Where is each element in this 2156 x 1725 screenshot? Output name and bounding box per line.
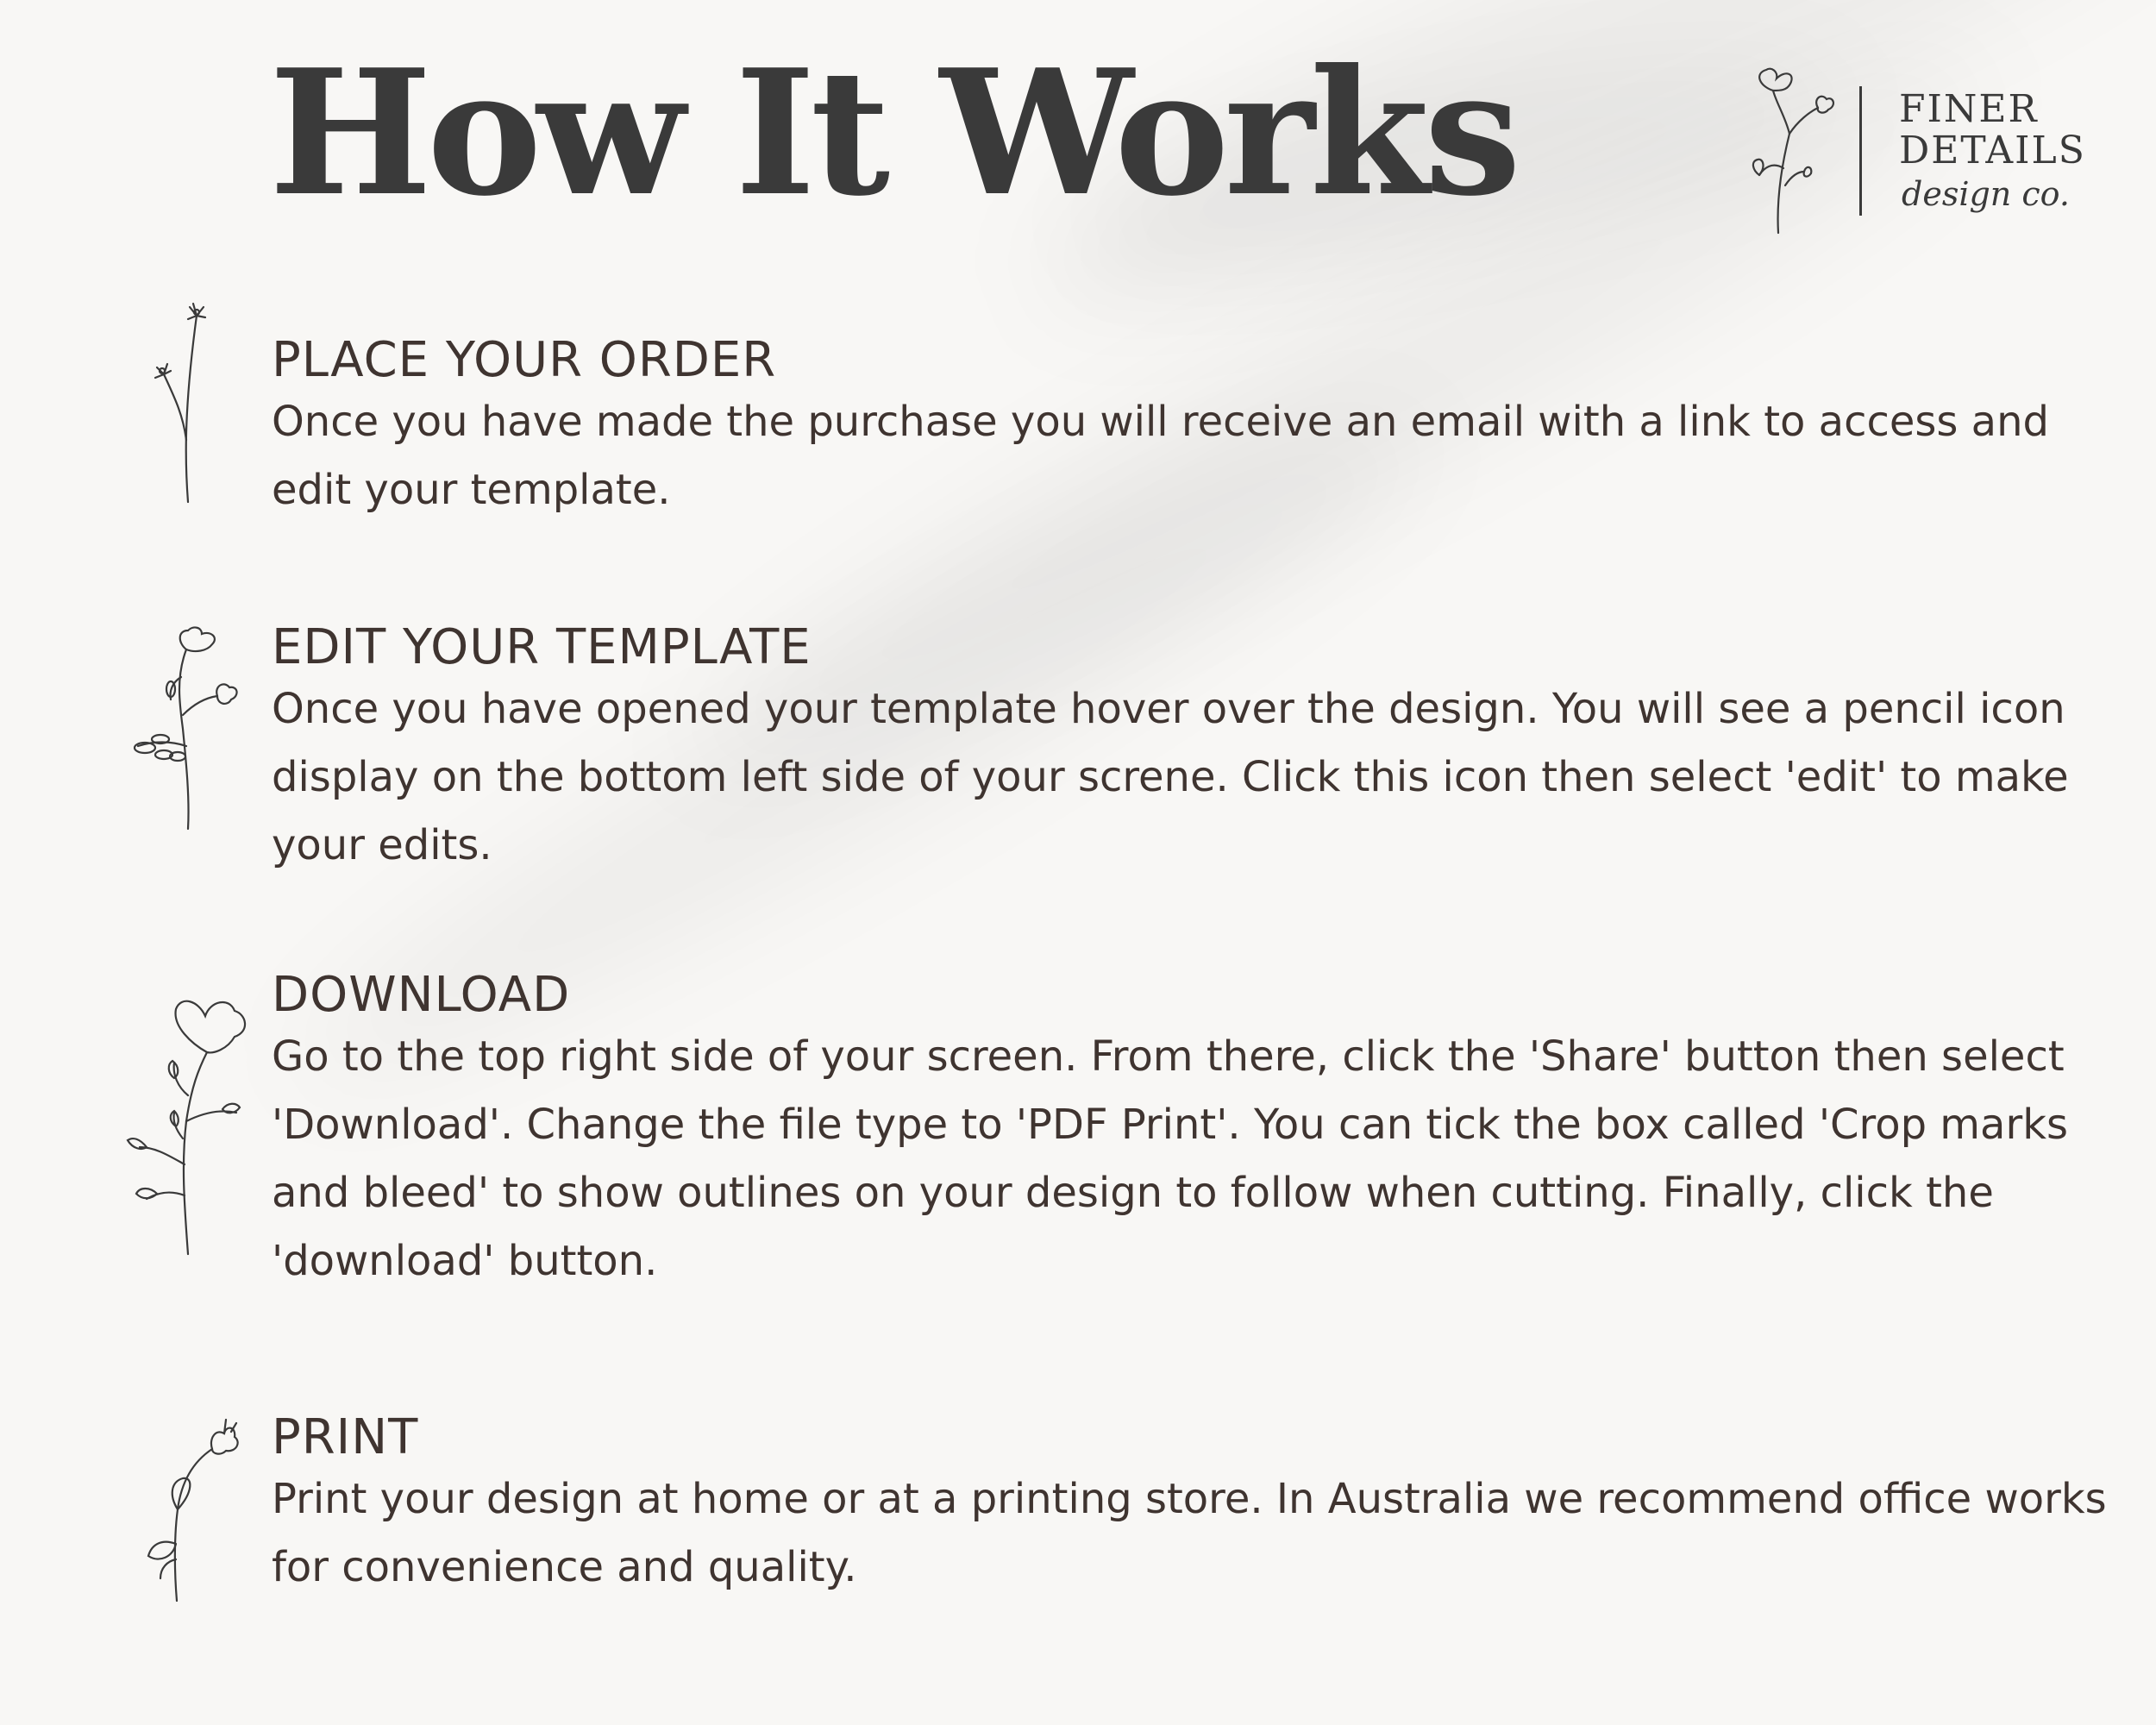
step-description: Once you have made the purchase you will receive an email with a link to access and edit your template.	[272, 398, 2049, 514]
logo-divider	[1859, 86, 1862, 216]
logo-wordmark	[1899, 89, 2086, 172]
wildflower-icon	[145, 302, 222, 509]
brand-logo	[1742, 65, 2122, 246]
step-description: Print your design at home or at a printing store. In Australia we recommend office works for convenience and quality.	[272, 1475, 2107, 1591]
step-description: Once you have opened your template hover over the design. You will see a pencil icon display on the bottom left side of your screne. Click this icon then select 'edit' to make your edits.	[272, 685, 2069, 869]
logo-script: design co.	[1902, 175, 2070, 213]
step-heading: PLACE YOUR ORDER	[272, 332, 777, 388]
logo-line-2: DETAILS	[1899, 129, 2086, 172]
flower-branch-icon	[103, 625, 241, 832]
step-heading: DOWNLOAD	[272, 967, 571, 1023]
logo-line-1: FINER	[1899, 87, 2039, 131]
step-heading: EDIT YOUR TEMPLATE	[272, 619, 812, 675]
bellflower-icon	[129, 1414, 241, 1604]
logo-flower-icon	[1742, 65, 1837, 237]
page-title: How It Works	[269, 32, 1516, 235]
poppy-icon	[121, 992, 250, 1259]
step-description: Go to the top right side of your screen. From there, click the 'Share' button then select 'Download'. Change the file type to 'PDF Print'. You can tick the box called 'Crop marks and bleed' to show outlines on your design to follow when cutting. Finally, click the 'download' button.	[272, 1032, 2069, 1285]
step-heading: PRINT	[272, 1409, 419, 1465]
